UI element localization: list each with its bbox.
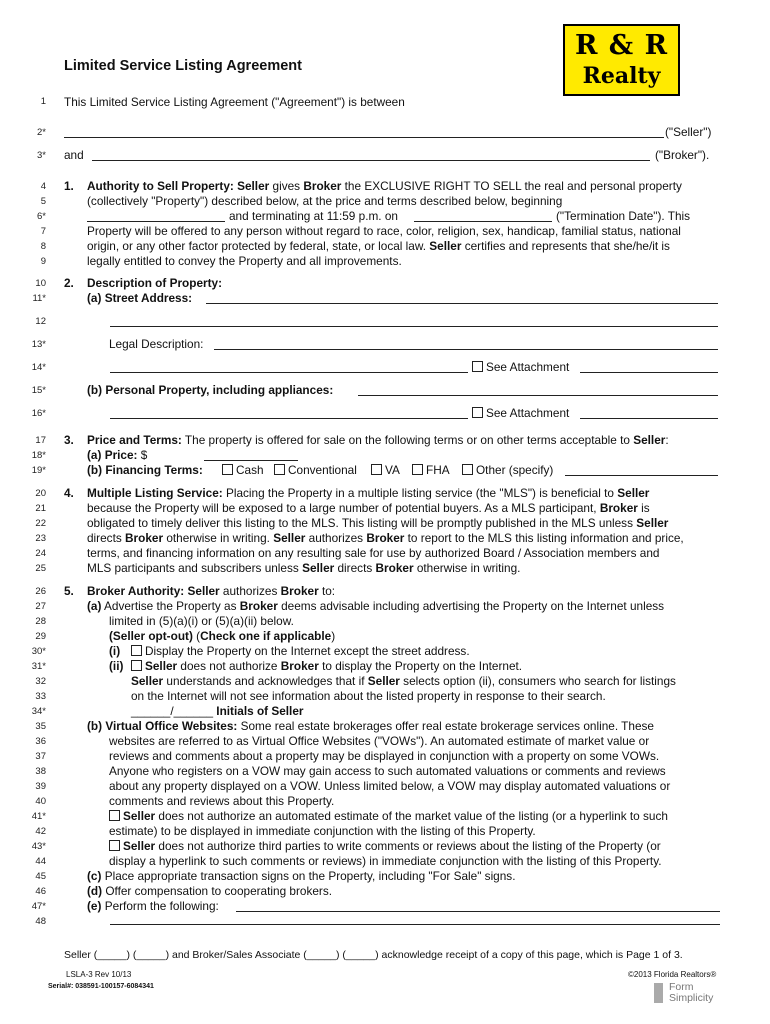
line-number: 8 — [40, 241, 46, 252]
financing-other-field[interactable] — [565, 475, 718, 476]
section-1-line: legally entitled to convey the Property and all improvements. — [87, 254, 402, 268]
price-field[interactable] — [204, 460, 298, 461]
line-number: 9 — [40, 256, 46, 267]
section-5-line: (Seller opt-out) (Check one if applicable) — [109, 629, 336, 643]
section-5-line: display a hyperlink to such comments or reviews) in immediate conjunction with the listing of this Property. — [109, 854, 662, 868]
copyright: ©2013 Florida Realtors® — [628, 970, 717, 979]
line-number: 36 — [35, 736, 46, 747]
line-number: 32 — [35, 676, 46, 687]
line-number: 27 — [35, 601, 46, 612]
perform-following-field[interactable] — [236, 911, 720, 912]
section-5-line: (e) Perform the following: — [87, 899, 219, 913]
section-5-line: estimate) to be displayed in immediate conjunction with the listing of this Property. — [109, 824, 536, 838]
checkbox-icon — [109, 840, 120, 851]
checkbox-icon — [222, 464, 233, 475]
broker-name-field[interactable] — [92, 160, 650, 161]
logo-line1: R & R — [574, 30, 669, 61]
section-1-line: (collectively "Property") described below, at the price and terms described below, beginning — [87, 194, 563, 208]
perform-following-field-2[interactable] — [110, 924, 720, 925]
line-number: 18* — [31, 450, 46, 461]
line-number: 44 — [35, 856, 46, 867]
line-number: 38 — [35, 766, 46, 777]
line-number: 25 — [35, 563, 46, 574]
section-1-line: ("Termination Date"). This — [556, 209, 691, 223]
financing-fha-checkbox[interactable]: FHA — [412, 463, 450, 477]
vow-estimate-checkbox[interactable]: Seller does not authorize an automated estimate of the market value of the listing (or a hyperlink to such — [109, 809, 668, 823]
checkbox-icon — [472, 407, 483, 418]
line-number: 17 — [35, 435, 46, 446]
price-label: (a) Price: $ — [87, 448, 148, 462]
company-logo — [563, 24, 680, 96]
checkbox-icon — [131, 645, 142, 656]
section-number: 5. — [64, 584, 74, 598]
broker-tag: ("Broker"). — [655, 148, 710, 162]
checkbox-icon — [131, 660, 142, 671]
line-number: 2* — [37, 127, 46, 138]
line-number: 10 — [35, 278, 46, 289]
intro-line: This Limited Service Listing Agreement ("Agreement") is between — [64, 95, 405, 109]
line-number: 11* — [32, 293, 46, 304]
line-number: 46 — [35, 886, 46, 897]
logo-line2: Realty — [582, 63, 661, 89]
line-number: 15* — [31, 385, 46, 396]
financing-other-checkbox[interactable]: Other (specify) — [462, 463, 553, 477]
financing-terms-label: (b) Financing Terms: — [87, 463, 203, 477]
checkbox-icon — [371, 464, 382, 475]
section-3-line: Price and Terms: The property is offered for sale on the following terms or on other terms acceptable to Seller: — [87, 433, 669, 447]
checkbox-icon — [274, 464, 285, 475]
financing-cash-checkbox[interactable]: Cash — [222, 463, 264, 477]
line-number: 42 — [35, 826, 46, 837]
section-1-line: origin, or any other factor protected by federal, state, or local law. Seller certifies and represents that she/he/it is — [87, 239, 670, 253]
line-number: 6* — [37, 211, 46, 222]
line-number: 35 — [35, 721, 46, 732]
line-number: 21 — [35, 503, 46, 514]
line-number: 20 — [35, 488, 46, 499]
section-5-line: (d) Offer compensation to cooperating brokers. — [87, 884, 333, 898]
line-number: 4 — [40, 181, 46, 192]
section-5-line: about any property displayed on a VOW. Unless limited below, a VOW may display automated valuations or — [109, 779, 671, 793]
section-5-line: websites are referred to as Virtual Office Websites ("VOWs"). An automated estimate of market value or — [109, 734, 650, 748]
section-1-line: and terminating at 11:59 p.m. on — [229, 209, 398, 223]
line-number: 41* — [31, 811, 46, 822]
see-attachment-checkbox-1[interactable]: See Attachment — [472, 360, 569, 374]
line-number: 24 — [35, 548, 46, 559]
page-title: Limited Service Listing Agreement — [64, 58, 302, 74]
line-number: 1 — [40, 96, 46, 107]
personal-property-field-2[interactable] — [110, 418, 468, 419]
line-number: 40 — [35, 796, 46, 807]
section-5-line: Broker Authority: Seller authorizes Broker to: — [87, 584, 336, 598]
section-4-line: terms, and financing information on any resulting sale for use by authorized Board / Association members and — [87, 546, 660, 560]
street-address-field-2[interactable] — [110, 326, 718, 327]
section-5-line: comments and reviews about this Property. — [109, 794, 335, 808]
opt-out-i-checkbox[interactable]: (i) Display the Property on the Internet except the street address. — [109, 644, 470, 658]
attachment-field-1[interactable] — [580, 372, 718, 373]
financing-va-checkbox[interactable]: VA — [371, 463, 400, 477]
document-icon — [654, 983, 663, 1003]
brand-line2: Simplicity — [669, 992, 714, 1004]
section-5-line: on the Internet will not see information about the listed property in response to their search. — [131, 689, 606, 703]
line-number: 29 — [35, 631, 46, 642]
legal-description-field[interactable] — [214, 349, 718, 350]
section-5-line: Anyone who registers on a VOW may gain access to such automated valuations or comments and reviews — [109, 764, 666, 778]
attachment-field-2[interactable] — [580, 418, 718, 419]
line-number: 7 — [40, 226, 46, 237]
line-number: 12 — [35, 316, 46, 327]
checkbox-icon — [412, 464, 423, 475]
legal-description-label: Legal Description: — [109, 337, 204, 351]
line-number: 3* — [37, 150, 46, 161]
line-number: 13* — [31, 339, 46, 350]
section-5-line: Seller understands and acknowledges that if Seller selects option (ii), consumers who search for listings — [131, 674, 676, 688]
line-number: 14* — [31, 362, 46, 373]
street-address-label: (a) Street Address: — [87, 291, 193, 305]
line-number: 47* — [31, 901, 46, 912]
street-address-field[interactable] — [206, 303, 718, 304]
section-5-line: (a) Advertise the Property as Broker deems advisable including advertising the Property on the Internet unless — [87, 599, 665, 613]
section-number: 3. — [64, 433, 74, 447]
line-number: 26 — [35, 586, 46, 597]
financing-conventional-checkbox[interactable]: Conventional — [274, 463, 357, 477]
seller-name-field[interactable] — [64, 137, 664, 138]
line-number: 39 — [35, 781, 46, 792]
serial-number: Serial#: 038591-100157-6084341 — [48, 983, 154, 990]
personal-property-field[interactable] — [358, 395, 718, 396]
line-number: 31* — [31, 661, 46, 672]
section-4-line: MLS participants and subscribers unless Seller directs Broker otherwise in writing. — [87, 561, 521, 575]
section-number: 1. — [64, 179, 74, 193]
line-number: 45 — [35, 871, 46, 882]
opt-out-ii-checkbox[interactable]: (ii) Seller does not authorize Broker to display the Property on the Internet. — [109, 659, 523, 673]
line-number: 33 — [35, 691, 46, 702]
section-4-line: obligated to timely deliver this listing to the MLS. This listing will be promptly published in the MLS unless Seller — [87, 516, 669, 530]
section-5-line: reviews and comments about a property may be displayed in conjunction with a property on some VOWs. — [109, 749, 660, 763]
section-4-line: directs Broker otherwise in writing. Seller authorizes Broker to report to the MLS this listing information and price, — [87, 531, 684, 545]
line-number: 37 — [35, 751, 46, 762]
section-1-line: Authority to Sell Property: Seller gives Broker the EXCLUSIVE RIGHT TO SELL the real and personal property — [87, 179, 682, 193]
line-number: 5 — [40, 196, 46, 207]
seller-tag: ("Seller") — [665, 125, 712, 139]
section-4-line: because the Property will be exposed to a large number of potential buyers. As a MLS participant, Broker is — [87, 501, 650, 515]
checkbox-icon — [109, 810, 120, 821]
legal-description-field-2[interactable] — [110, 372, 468, 373]
section-number: 4. — [64, 486, 74, 500]
seller-initials-field[interactable]: ______/______ Initials of Seller — [131, 704, 304, 718]
line-number: 22 — [35, 518, 46, 529]
line-number: 23 — [35, 533, 46, 544]
section-5-line: limited in (5)(a)(i) or (5)(a)(ii) below. — [109, 614, 294, 628]
line-number: 16* — [31, 408, 46, 419]
section-number: 2. — [64, 276, 74, 290]
line-number: 28 — [35, 616, 46, 627]
section-1-line: Property will be offered to any person without regard to race, color, religion, sex, handicap, familial status, national — [87, 224, 681, 238]
see-attachment-checkbox-2[interactable]: See Attachment — [472, 406, 569, 420]
personal-property-label: (b) Personal Property, including appliances: — [87, 383, 334, 397]
line-number: 19* — [31, 465, 46, 476]
checkbox-icon — [462, 464, 473, 475]
section-5-line: (c) Place appropriate transaction signs on the Property, including "For Sale" signs. — [87, 869, 516, 883]
line-number: 34* — [31, 706, 46, 717]
line-number: 48 — [35, 916, 46, 927]
form-id: LSLA-3 Rev 10/13 — [66, 970, 132, 979]
line-number: 30* — [31, 646, 46, 657]
and-label: and — [64, 148, 84, 162]
section-2-heading: Description of Property: — [87, 276, 223, 290]
begin-date-field[interactable] — [87, 221, 225, 222]
section-4-line: Multiple Listing Service: Placing the Property in a multiple listing service (the "MLS") is beneficial to Seller — [87, 486, 650, 500]
line-number: 43* — [31, 841, 46, 852]
vow-comments-checkbox[interactable]: Seller does not authorize third parties to write comments or reviews about the listing of the Property (or — [109, 839, 661, 853]
termination-date-field[interactable] — [414, 221, 552, 222]
acknowledgement-line: Seller (_____) (_____) and Broker/Sales Associate (_____) (_____) acknowledge receipt of a copy of this page, which is Page 1 of 3. — [64, 949, 683, 961]
section-5-line: (b) Virtual Office Websites: Some real estate brokerages offer real estate brokerage services online. These — [87, 719, 654, 733]
brand-line1: Form — [669, 981, 694, 993]
checkbox-icon — [472, 361, 483, 372]
